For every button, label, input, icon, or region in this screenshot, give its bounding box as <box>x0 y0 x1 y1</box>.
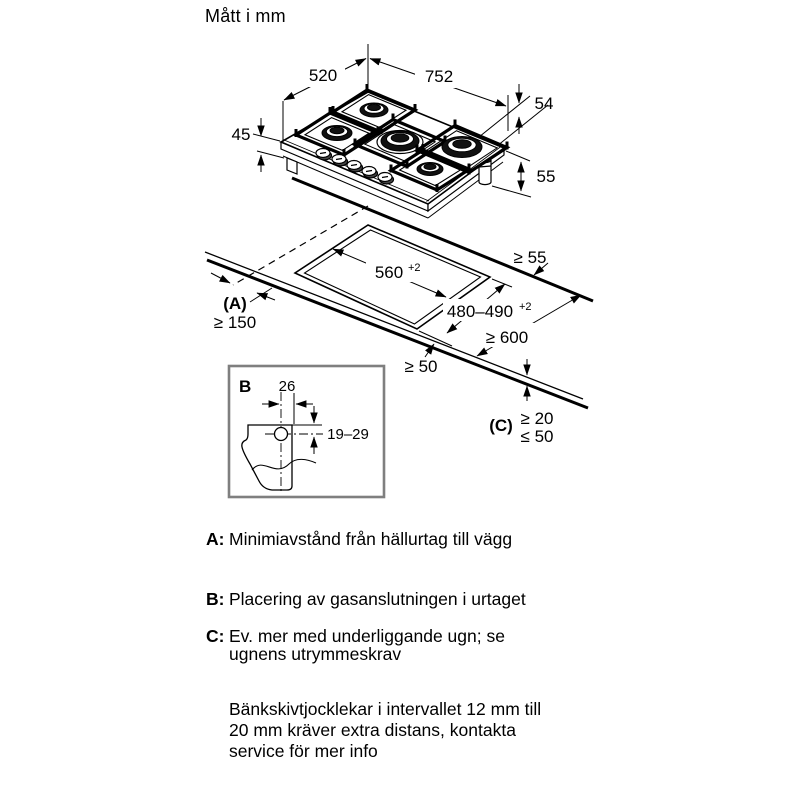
knob <box>347 161 363 173</box>
thickness-max-label: ≤ 50 <box>520 427 554 446</box>
ext-55-upper <box>506 151 530 161</box>
worktop-thickness-note <box>229 699 629 762</box>
dim-560-tol: +2 <box>408 262 421 274</box>
cutout-right-corner-extension <box>492 279 512 287</box>
ext-54-upper <box>479 96 530 137</box>
legend-text-c-line2: ugnens utrymmeskrav <box>229 644 402 664</box>
dim-45-label: 45 <box>231 125 251 144</box>
legend-key-b: B: <box>206 589 225 609</box>
legend-text-c-line1: Ev. mer med underliggande ugn; se <box>229 626 505 646</box>
legend-text-b: Placering av gasanslutningen i urtaget <box>229 589 526 609</box>
legend-item-b <box>206 590 626 608</box>
legend-key-a: A: <box>206 529 225 549</box>
rear-clearance-label: ≥ 55 <box>513 248 547 267</box>
note-line3: service för mer info <box>229 741 378 761</box>
legend-item-a <box>206 530 626 548</box>
note-line1: Bänkskivtjocklekar i intervallet 12 mm till <box>229 699 542 719</box>
legend-text-a: Minimiavstånd från hällurtag till vägg <box>229 529 513 549</box>
dim-a-arrow-left <box>257 293 275 300</box>
note-line2: 20 mm kräver extra distans, kontakta <box>229 720 516 740</box>
gas-height-range-label: 19–29 <box>327 426 369 443</box>
thickness-min-label: ≥ 20 <box>520 409 554 428</box>
ext-55-lower <box>492 186 531 197</box>
dim-55-label: 55 <box>536 167 556 186</box>
legend-key-c: C: <box>206 626 225 646</box>
knob <box>362 167 378 179</box>
dim-752-label: 752 <box>424 67 454 86</box>
gas-offset-label: 26 <box>278 378 296 395</box>
gas-connection-point <box>275 428 288 441</box>
thickness-label-c: (C) <box>489 416 513 435</box>
dim-520-label: 520 <box>308 66 338 85</box>
wall-clearance-label: ≥ 150 <box>213 313 257 332</box>
legend-item-c <box>206 627 626 663</box>
worktop-depth-label: ≥ 600 <box>485 328 529 347</box>
knob <box>316 149 332 161</box>
knob <box>332 155 348 167</box>
front-clearance-label: ≥ 50 <box>404 357 438 376</box>
ext-45-upper <box>253 134 280 141</box>
dim-a-arrow-right <box>211 273 230 283</box>
dim-54-label: 54 <box>534 94 554 113</box>
dim-480-490-label: 480–490 <box>446 302 514 321</box>
dim-560-label: 560 <box>374 263 404 282</box>
hob-drawing <box>281 84 507 218</box>
knob <box>378 173 394 185</box>
dim-480-490-tol: +2 <box>519 301 532 313</box>
wall-label-a: (A) <box>223 294 247 313</box>
page-title: Mått i mm <box>205 6 286 26</box>
hob-foot <box>287 158 297 174</box>
detail-b-title: B <box>239 377 252 396</box>
